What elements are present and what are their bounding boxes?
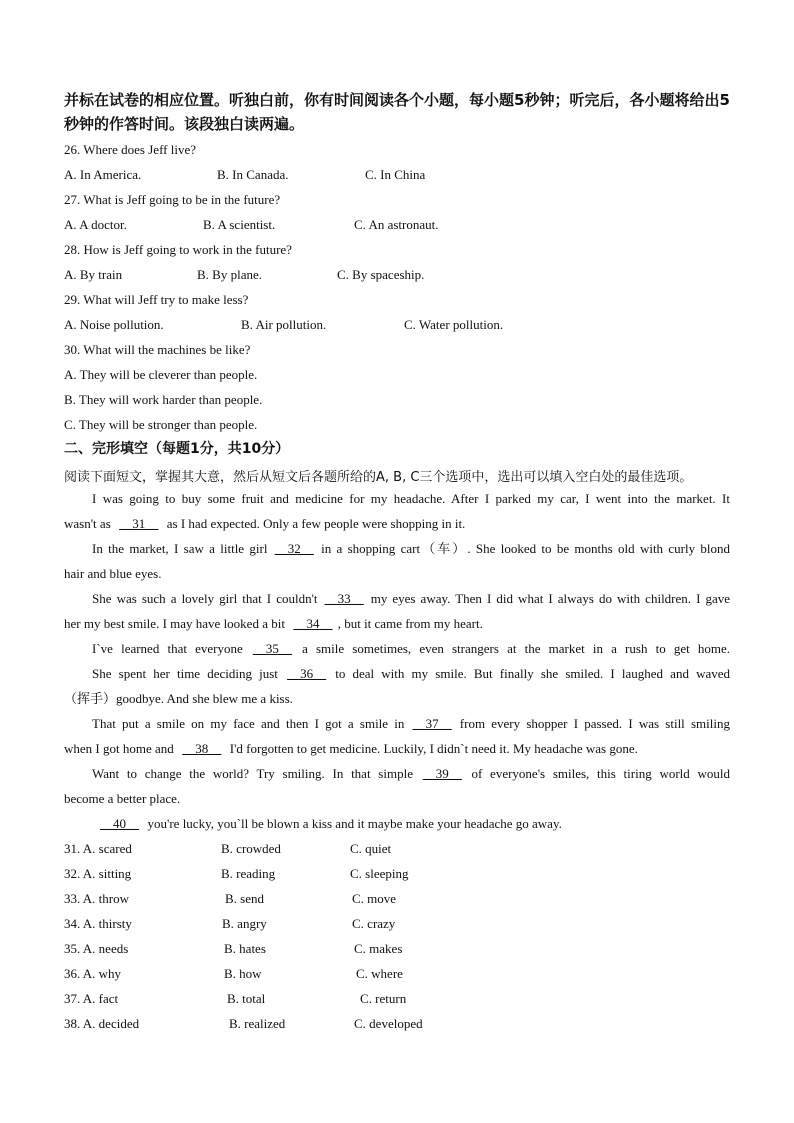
blank-35: __35__ [252,641,292,656]
passage-line: her my best smile. I may have looked a bit __34__ , but it came from my heart. [64,616,483,631]
option-a: A. A doctor. [64,217,127,232]
blank-31: __31__ [119,516,159,531]
passage-line: She spent her time deciding just __36__ to deal with my smile. But finally she smiled. I laughed and waved [92,666,731,681]
passage-line: I`ve learned that everyone __35__ a smile sometimes, even strangers at the market in a rush to get home. [92,641,731,656]
option-c: C. By spaceship. [337,267,425,282]
blank-37: __37__ [412,716,452,731]
question-30: 30. What will the machines be like? [64,342,251,357]
listening-instructions: 并标在试卷的相应位置。听独白前，你有时间阅读各个小题，每小题5秒钟；听完后，各小题将给出5秒钟的作答时间。该段独白读两遍。 [64,91,730,133]
question-30-option-c: C. They will be stronger than people. [64,417,258,432]
option-c: C. In China [365,167,426,182]
blank-36: __36__ [287,666,327,681]
option-c: C. An astronaut. [354,217,439,232]
section-title-cloze: 二、完形填空（每题1分，共10分） [64,441,290,457]
passage-line: In the market, I saw a little girl __32__ in a shopping cart（车）. She looked to be months old with curly blond [92,541,731,556]
option-b: B. A scientist. [203,217,276,232]
passage-line: She was such a lovely girl that I couldn't __33__ my eyes away. Then I did what I always do with children. I gave [92,591,731,606]
option-b: B. In Canada. [217,167,289,182]
passage-line: __40__ you're lucky, you`ll be blown a kiss and it maybe make your headache go away. [100,816,562,831]
question-27: 27. What is Jeff going to be in the future? [64,192,281,207]
passage-line: wasn't as __31__ as I had expected. Only a few people were shopping in it. [64,516,466,531]
passage-line: （挥手）goodbye. And she blew me a kiss. [64,691,293,706]
option-b: B. Air pollution. [241,317,327,332]
passage-line: hair and blue eyes. [64,566,162,581]
option-b: B. By plane. [197,267,262,282]
passage-line: I was going to buy some fruit and medicine for my headache. After I parked my car, I went into the market. It [92,491,730,506]
question-30-option-b: B. They will work harder than people. [64,392,263,407]
passage-line: That put a smile on my face and then I got a smile in __37__ from every shopper I passed. I was still smiling [92,716,731,731]
exam-page: 并标在试卷的相应位置。听独白前，你有时间阅读各个小题，每小题5秒钟；听完后，各小题将给出5秒钟的作答时间。该段独白读两遍。 26. Where does Jeff live? A. In America. B. In Canada. C. In China 27. What is Jeff going to be in the future? A. A doctor. B. A scientist. C. An astronaut. 28. How is Jeff going to work in the future? A. By train B. By plane. C. By spaceship. 29. What will Jeff try to make less? A. Noise pollution. B. Air pollution. C. Water pollution. 30. What will the machines be like? A. They will be cleverer than people. B. They will work harder than people. C. They will be stronger than people. 二、完形填空（每题1分，共10分） 阅读下面短文，掌握其大意，然后从短文后各题所给的A, B, C三个选项中，选出可以填入空白处的最佳选项。 I was going to buy some fruit and medicine for my headache. After I parked my car, I went into the market. It wasn't as __31__ as I had expected. Only a few people were shopping in it. In the market, I saw a little girl __32__ in a shopping cart（车）. She looked to be months old with curly blond hair and blue eyes. She was such a lovely girl that I couldn't __33__ my eyes away. Then I did what I always do with children. I gave her my best smile. I may have looked a bit __34__ , but it came from my heart. I`ve learned that everyone __35__ a smile sometimes, even strangers at the market in a rush to get home. She spent her time deciding just __36__ to deal with my smile. But finally she smiled. I laughed and waved （挥手）goodbye. And she blew me a kiss. That put a smile on my face and then I got a smile in __37__ from every shopper I passed. I was still smiling when I got home and __38__ I'd forgotten to get medicine. Luckily, I didn`t need it. My headache was gone. Want to change the world? Try smiling. In that simple __39__ of everyone's smiles, this tiring world would become a better place. __40__ you're lucky, you`ll be blown a kiss and it maybe make your headache go away. 31. A. scared B. crowded C. quiet 32. A. sitting B. reading C. sleeping 33. A. throw B. send C. move 34. A. thirsty B. angry C. crazy 35. A. needs B. hates C. makes 36. A. why B. how C. where 37. A. fact B. total C. return 38. A. decided B. realized C. developed [0,0,794,1123]
blank-40: __40__ [100,816,139,831]
question-29: 29. What will Jeff try to make less? [64,292,249,307]
question-26: 26. Where does Jeff live? [64,142,196,157]
option-c: C. Water pollution. [404,317,504,332]
question-30-option-a: A. They will be cleverer than people. [64,367,258,382]
option-a: A. By train [64,267,123,282]
blank-38: __38__ [182,741,222,756]
option-a: A. Noise pollution. [64,317,164,332]
blank-39: __39__ [422,766,462,781]
passage-line: when I got home and __38__ I'd forgotten to get medicine. Luckily, I didn`t need it. My headache was gone. [64,741,638,756]
question-28: 28. How is Jeff going to work in the future? [64,242,292,257]
blank-33: __33__ [324,591,364,606]
blank-34: __34__ [293,616,333,631]
blank-32: __32__ [274,541,314,556]
cloze-instructions: 阅读下面短文，掌握其大意，然后从短文后各题所给的A, B, C三个选项中，选出可以填入空白处的最佳选项。 [64,470,693,485]
option-a: A. In America. [64,167,142,182]
passage-line: Want to change the world? Try smiling. In that simple __39__ of everyone's smiles, this tiring world would [92,766,731,781]
passage-line: become a better place. [64,791,181,806]
